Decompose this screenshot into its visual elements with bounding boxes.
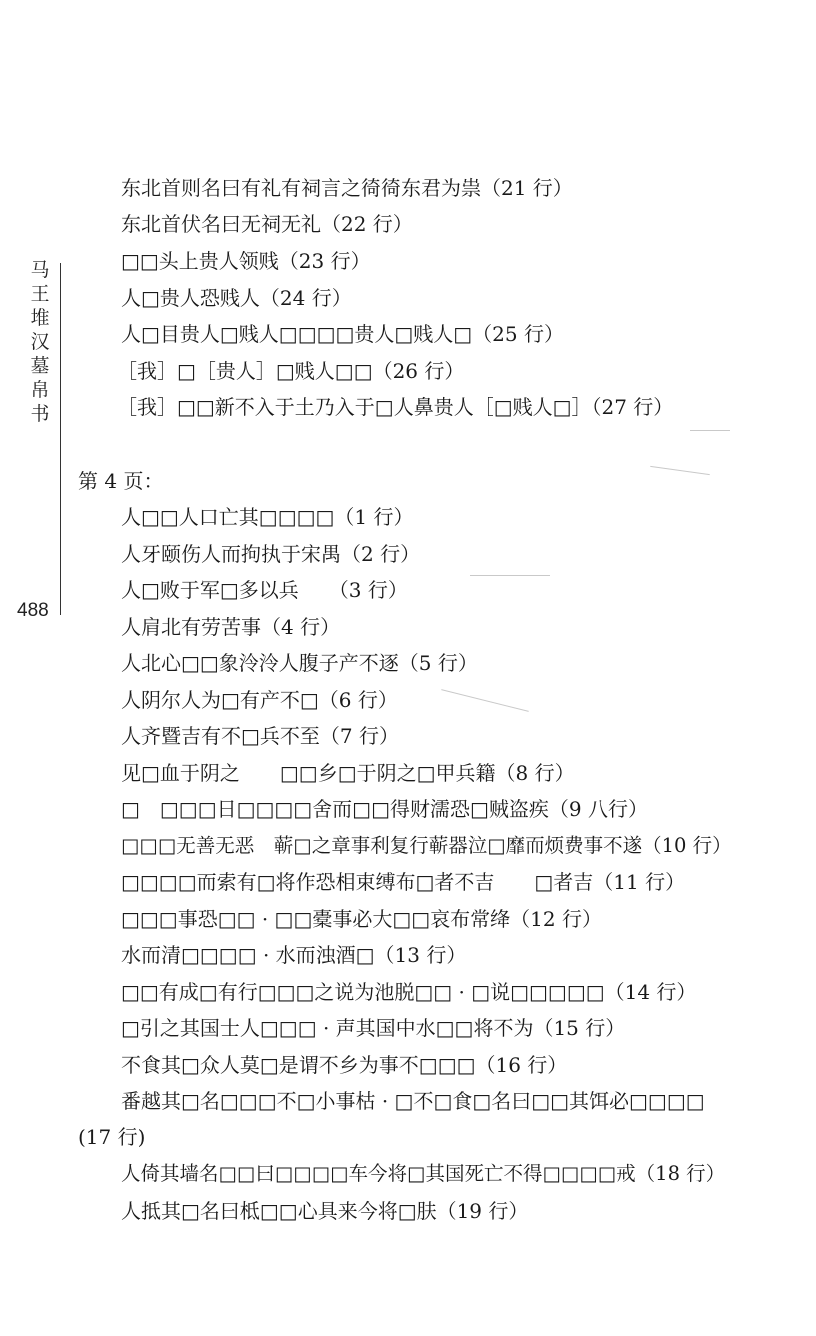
text-line: ［我］□□新不入于土乃入于□人鼻贵人［□贱人□］（27 行） [117,395,674,419]
text-line: □□□事恐□□ · □□橐事必大□□哀布常绛（12 行） [121,907,602,931]
title-char: 马 [30,259,50,281]
section-heading: 第 4 页： [78,469,164,493]
scan-artifact [441,689,529,712]
text-line: □引之其国士人□□□ · 声其国中水□□将不为（15 行） [121,1016,626,1040]
text-line: □ □□□日□□□□舍而□□得财濡恐□贼盗疾（9 八行） [121,797,648,821]
text-line: 人牙颐伤人而拘执于宋禺（2 行） [121,542,421,566]
text-line: ［我］□［贵人］□贱人□□（26 行） [117,359,465,383]
running-head-book-title [28,258,52,426]
text-line: 人北心□□象泠泠人腹子产不逐（5 行） [121,651,478,675]
text-line: 人□目贵人□贱人□□□□贵人□贱人□（25 行） [121,322,564,346]
text-line: 番越其□名□□□不□小事枯 · □不□食□名曰□□其饵必□□□□ [121,1089,705,1113]
text-line: □□□□而索有□将作恐相束缚布□者不吉 □者吉（11 行） [121,870,686,894]
text-line-continuation: (17 行) [78,1125,146,1149]
scan-artifact [690,430,730,431]
text-line: 见□血于阴之 □□乡□于阴之□甲兵籍（8 行） [121,761,575,785]
margin-rule [60,263,61,615]
text-line: □□□无善无恶 蕲□之章事利复行蕲器泣□靡而烦费事不遂（10 行） [121,834,732,857]
title-char: 汉 [30,331,50,353]
title-char: 王 [30,283,50,305]
text-line: □□有成□有行□□□之说为池脱□□ · □说□□□□□（14 行） [121,980,697,1004]
text-line: 人□败于军□多以兵 （3 行） [121,578,408,602]
text-line: 人抵其□名曰柢□□心具来今将□肤（19 行） [121,1199,529,1223]
scan-artifact [470,575,550,576]
text-line: 人阴尔人为□有产不□（6 行） [121,688,398,712]
title-char: 堆 [30,307,50,329]
text-line: 东北首则名曰有礼有祠言之徛徛东君为祟（21 行） [121,176,573,200]
page-number: 488 [17,600,49,621]
text-line: 人□贵人恐贱人（24 行） [121,286,352,310]
text-line: 人肩北有劳苦事（4 行） [121,615,341,639]
text-line: 不食其□众人莫□是谓不乡为事不□□□（16 行） [121,1053,568,1077]
title-char: 帛 [30,379,50,401]
text-line: 东北首伏名曰无祠无礼（22 行） [121,212,413,236]
text-line: 人齐暨吉有不□兵不至（7 行） [121,724,399,748]
scan-artifact [650,466,710,475]
text-line: 人□□人口亡其□□□□（1 行） [121,505,414,529]
text-line: □□头上贵人领贱（23 行） [121,249,371,273]
title-char: 书 [30,403,50,425]
title-char: 墓 [30,355,50,377]
text-line: 水而清□□□□ · 水而浊酒□（13 行） [121,943,467,967]
text-line: 人倚其墙名□□曰□□□□车今将□其国死亡不得□□□□戒（18 行） [121,1162,726,1185]
